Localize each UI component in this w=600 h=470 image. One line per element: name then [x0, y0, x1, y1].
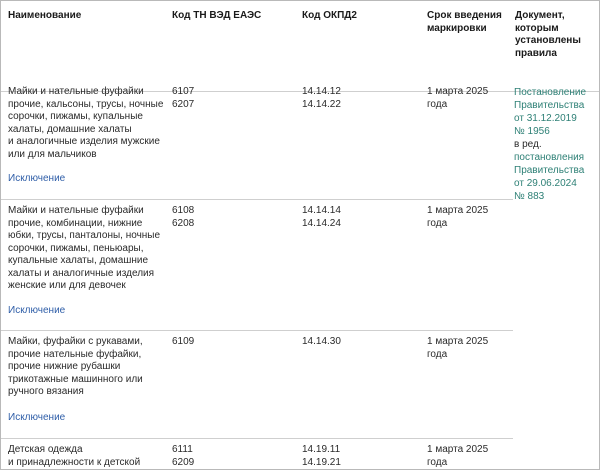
resolution-1956-link[interactable]: Постановление Правительства от 31.12.2019 № 1956 — [514, 87, 587, 137]
table-row — [1, 439, 513, 470]
header-okpd2: Код ОКПД2 — [302, 10, 357, 21]
row-okpd2: 14.19.11 14.19.21 — [302, 444, 341, 468]
header-name: Наименование — [8, 10, 82, 21]
table-header — [1, 1, 599, 92]
row-tn-ved: 6107 6207 — [172, 86, 195, 110]
row-deadline: 1 марта 2025 года — [427, 336, 489, 360]
row-name: Майки и нательные фуфайки прочие, комбинации, нижние юбки, трусы, панталоны, ночные сорочки, пижамы, пеньюары, купальные халаты, домашние халаты и аналогичные изделия женские или для девочек — [8, 205, 161, 291]
exception-link[interactable]: Исключение — [8, 412, 66, 423]
row-okpd2: 14.14.14 14.14.24 — [302, 205, 341, 229]
row-name: Детская одежда и принадлежности к детской — [8, 444, 141, 468]
header-document: Документ, которым установлены правила — [515, 10, 581, 59]
row-okpd2: 14.14.12 14.14.22 — [302, 86, 341, 110]
row-name: Майки и нательные фуфайки прочие, кальсоны, трусы, ночные сорочки, пижамы, купальные халаты, домашние халаты и аналогичные изделия мужские или для мальчиков — [8, 86, 164, 160]
row-okpd2: 14.14.30 — [302, 336, 341, 347]
row-tn-ved: 6108 6208 — [172, 205, 195, 229]
table-row — [1, 86, 513, 200]
row-name: Майки, фуфайки с рукавами, прочие нательные фуфайки, прочие нижние рубашки трикотажные машинного или ручного вязания — [8, 336, 143, 397]
exception-link[interactable]: Исключение — [8, 173, 66, 184]
document-cell — [514, 86, 596, 203]
header-deadline: Срок введения маркировки — [427, 10, 502, 34]
row-deadline: 1 марта 2025 года — [427, 205, 489, 229]
table-row — [1, 200, 513, 331]
row-tn-ved: 6111 6209 — [172, 444, 195, 468]
resolution-883-link[interactable]: постановления Правительства от 29.06.2024 № 883 — [514, 152, 585, 202]
row-deadline: 1 марта 2025 года — [427, 444, 489, 468]
header-tn-ved: Код ТН ВЭД ЕАЭС — [172, 10, 262, 21]
table-row — [1, 331, 513, 439]
row-deadline: 1 марта 2025 года — [427, 86, 489, 110]
row-tn-ved: 6109 — [172, 336, 195, 347]
exception-link[interactable]: Исключение — [8, 305, 66, 316]
revision-note: в ред. — [514, 139, 542, 150]
